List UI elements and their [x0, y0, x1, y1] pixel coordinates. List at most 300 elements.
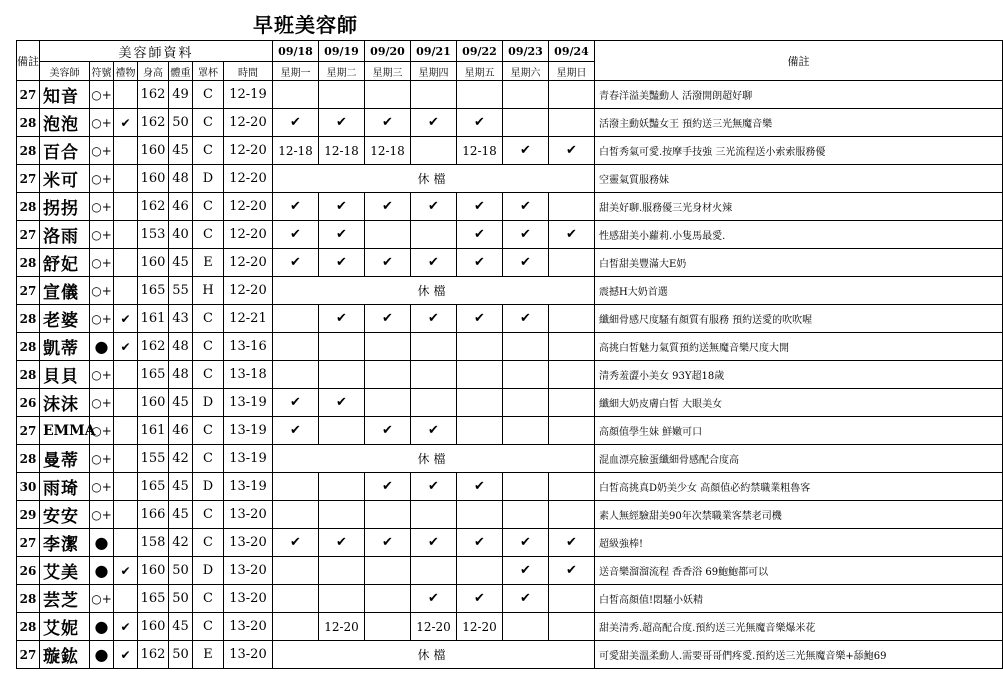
weight-cell: 55: [169, 277, 193, 305]
schedule-cell: [503, 361, 549, 389]
symbol-cell: ○+: [90, 445, 114, 473]
age-cell: 27: [17, 529, 40, 557]
schedule-cell: ✔: [503, 221, 549, 249]
cup-cell: D: [193, 389, 224, 417]
remarks-right-header: 備註: [595, 41, 1003, 81]
cup-cell: C: [193, 305, 224, 333]
remark-cell: 白皙甜美豐滿大E奶: [595, 249, 1003, 277]
schedule-cell: [365, 389, 411, 417]
schedule-cell: [273, 333, 319, 361]
schedule-cell: ✔: [319, 109, 365, 137]
height-cell: 162: [138, 193, 169, 221]
schedule-cell: [319, 557, 365, 585]
schedule-cell: [503, 417, 549, 445]
symbol-cell: ●: [90, 641, 114, 669]
schedule-cell: [273, 305, 319, 333]
schedule-cell: ✔: [273, 221, 319, 249]
schedule-cell: ✔: [503, 585, 549, 613]
remark-cell: 空靈氣質服務妹: [595, 165, 1003, 193]
symbol-cell: ●: [90, 333, 114, 361]
schedule-cell: 12-18: [457, 137, 503, 165]
symbol-cell: ○+: [90, 165, 114, 193]
height-cell: 162: [138, 333, 169, 361]
gift-cell: [114, 137, 138, 165]
age-cell: 28: [17, 445, 40, 473]
gift-cell: ✔: [114, 557, 138, 585]
remark-cell: 活潑主動妖豔女王 預約送三光無魔音樂: [595, 109, 1003, 137]
cup-cell: E: [193, 641, 224, 669]
page-title: 早班美容師: [253, 13, 358, 37]
table-row: [17, 501, 1003, 529]
cup-cell: C: [193, 81, 224, 109]
age-cell: 28: [17, 193, 40, 221]
height-cell: 160: [138, 249, 169, 277]
time-cell: 13-16: [224, 333, 273, 361]
schedule-cell: [411, 501, 457, 529]
schedule-cell: [365, 585, 411, 613]
age-cell: 28: [17, 613, 40, 641]
symbol-cell: ○+: [90, 193, 114, 221]
cup-cell: E: [193, 249, 224, 277]
date-header: 09/20: [365, 41, 411, 62]
schedule-cell: [273, 501, 319, 529]
gift-cell: [114, 585, 138, 613]
weekday-header: 星期六: [503, 62, 549, 81]
age-cell: 30: [17, 473, 40, 501]
time-cell: 12-21: [224, 305, 273, 333]
cup-cell: D: [193, 473, 224, 501]
time-cell: 13-20: [224, 529, 273, 557]
age-cell: 27: [17, 81, 40, 109]
name-cell: 貝貝: [40, 361, 90, 389]
remark-cell: 甜美好聊.服務優三光身材火辣: [595, 193, 1003, 221]
schedule-cell: [319, 361, 365, 389]
schedule-cell: [549, 613, 595, 641]
height-cell: 160: [138, 137, 169, 165]
schedule-cell: [365, 361, 411, 389]
age-cell: 27: [17, 165, 40, 193]
schedule-cell: [411, 81, 457, 109]
schedule-cell: ✔: [457, 305, 503, 333]
weight-cell: 48: [169, 333, 193, 361]
remark-cell: 白皙秀氣可愛.按摩手技強 三光流程送小索索服務優: [595, 137, 1003, 165]
col-header: 身高: [138, 62, 169, 81]
schedule-cell: ✔: [365, 109, 411, 137]
remark-cell: 性感甜美小蘿莉.小隻馬最愛.: [595, 221, 1003, 249]
gift-cell: [114, 529, 138, 557]
schedule-cell: ✔: [549, 529, 595, 557]
table-row: [17, 389, 1003, 417]
profile-group-header: 美容師資料: [40, 41, 273, 62]
gift-cell: [114, 277, 138, 305]
height-cell: 160: [138, 389, 169, 417]
height-cell: 160: [138, 557, 169, 585]
schedule-cell: 12-20: [411, 613, 457, 641]
schedule-cell: 12-20: [457, 613, 503, 641]
height-cell: 165: [138, 585, 169, 613]
name-cell: 艾妮: [40, 613, 90, 641]
height-cell: 155: [138, 445, 169, 473]
schedule-cell: [503, 613, 549, 641]
table-row: [17, 641, 1003, 669]
schedule-cell: ✔: [411, 585, 457, 613]
schedule-cell: [319, 501, 365, 529]
height-cell: 153: [138, 221, 169, 249]
weekday-header: 星期日: [549, 62, 595, 81]
table-row: [17, 277, 1003, 305]
off-status-cell: 休檔: [273, 277, 595, 305]
schedule-cell: 12-18: [273, 137, 319, 165]
schedule-cell: [365, 501, 411, 529]
symbol-cell: ○+: [90, 221, 114, 249]
schedule-cell: [273, 473, 319, 501]
schedule-cell: [411, 333, 457, 361]
schedule-cell: [503, 109, 549, 137]
name-cell: 宣儀: [40, 277, 90, 305]
name-cell: 雨琦: [40, 473, 90, 501]
table-row: [17, 473, 1003, 501]
symbol-cell: ○+: [90, 305, 114, 333]
time-cell: 13-19: [224, 445, 273, 473]
col-header: 禮物: [114, 62, 138, 81]
age-cell: 28: [17, 109, 40, 137]
schedule-cell: [411, 389, 457, 417]
cup-cell: C: [193, 109, 224, 137]
date-header: 09/23: [503, 41, 549, 62]
weight-cell: 46: [169, 417, 193, 445]
height-cell: 161: [138, 417, 169, 445]
table-row: [17, 529, 1003, 557]
height-cell: 166: [138, 501, 169, 529]
weight-cell: 45: [169, 249, 193, 277]
schedule-cell: [549, 361, 595, 389]
time-cell: 13-19: [224, 389, 273, 417]
schedule-cell: ✔: [457, 585, 503, 613]
cup-cell: C: [193, 137, 224, 165]
name-cell: 安安: [40, 501, 90, 529]
schedule-cell: [549, 501, 595, 529]
name-cell: 曼蒂: [40, 445, 90, 473]
height-cell: 161: [138, 305, 169, 333]
height-cell: 158: [138, 529, 169, 557]
cup-cell: C: [193, 417, 224, 445]
weight-cell: 43: [169, 305, 193, 333]
off-status-cell: 休檔: [273, 165, 595, 193]
name-cell: 李潔: [40, 529, 90, 557]
gift-cell: ✔: [114, 613, 138, 641]
schedule-cell: ✔: [457, 249, 503, 277]
age-cell: 28: [17, 249, 40, 277]
schedule-cell: ✔: [411, 305, 457, 333]
gift-cell: [114, 445, 138, 473]
symbol-cell: ○+: [90, 473, 114, 501]
schedule-cell: [273, 585, 319, 613]
weight-cell: 45: [169, 389, 193, 417]
name-cell: 沫沫: [40, 389, 90, 417]
schedule-cell: ✔: [365, 529, 411, 557]
table-row: [17, 585, 1003, 613]
schedule-cell: [549, 585, 595, 613]
time-cell: 12-20: [224, 137, 273, 165]
time-cell: 12-20: [224, 109, 273, 137]
name-cell: 凱蒂: [40, 333, 90, 361]
symbol-cell: ●: [90, 557, 114, 585]
schedule-cell: [365, 613, 411, 641]
col-header: 美容師: [40, 62, 90, 81]
time-cell: 13-20: [224, 585, 273, 613]
weekday-header: 星期五: [457, 62, 503, 81]
cup-cell: D: [193, 165, 224, 193]
date-header: 09/22: [457, 41, 503, 62]
remark-cell: 甜美清秀.超高配合度.預約送三光無魔音樂爆米花: [595, 613, 1003, 641]
time-cell: 12-20: [224, 277, 273, 305]
schedule-cell: [319, 417, 365, 445]
remark-cell: 送音樂溜溜流程 香香浴 69鮑鮑都可以: [595, 557, 1003, 585]
age-cell: 26: [17, 389, 40, 417]
schedule-cell: [365, 333, 411, 361]
table-row: [17, 557, 1003, 585]
schedule-cell: ✔: [365, 417, 411, 445]
weight-cell: 45: [169, 501, 193, 529]
weight-cell: 50: [169, 641, 193, 669]
schedule-cell: [503, 81, 549, 109]
gift-cell: [114, 165, 138, 193]
symbol-cell: ○+: [90, 417, 114, 445]
schedule-cell: ✔: [365, 249, 411, 277]
schedule-cell: [549, 249, 595, 277]
schedule-cell: ✔: [411, 529, 457, 557]
gift-cell: ✔: [114, 641, 138, 669]
schedule-cell: ✔: [549, 557, 595, 585]
schedule-cell: ✔: [319, 221, 365, 249]
schedule-cell: ✔: [503, 137, 549, 165]
schedule-cell: [365, 81, 411, 109]
schedule-cell: ✔: [411, 249, 457, 277]
schedule-cell: ✔: [319, 529, 365, 557]
cup-cell: C: [193, 445, 224, 473]
name-cell: 拐拐: [40, 193, 90, 221]
name-cell: 百合: [40, 137, 90, 165]
symbol-cell: ○+: [90, 277, 114, 305]
symbol-cell: ○+: [90, 361, 114, 389]
schedule-cell: [411, 137, 457, 165]
schedule-cell: [503, 473, 549, 501]
schedule-cell: ✔: [411, 473, 457, 501]
time-cell: 12-19: [224, 81, 273, 109]
schedule-cell: [503, 501, 549, 529]
cup-cell: C: [193, 501, 224, 529]
time-cell: 13-18: [224, 361, 273, 389]
time-cell: 12-20: [224, 165, 273, 193]
time-cell: 13-20: [224, 557, 273, 585]
schedule-cell: [411, 361, 457, 389]
time-cell: 12-20: [224, 249, 273, 277]
cup-cell: C: [193, 529, 224, 557]
schedule-cell: [319, 81, 365, 109]
time-cell: 12-20: [224, 193, 273, 221]
schedule-cell: ✔: [273, 249, 319, 277]
weight-cell: 48: [169, 165, 193, 193]
weight-cell: 49: [169, 81, 193, 109]
age-cell: 27: [17, 221, 40, 249]
weekday-header: 星期三: [365, 62, 411, 81]
weight-cell: 48: [169, 361, 193, 389]
table-row: [17, 613, 1003, 641]
schedule-cell: [411, 557, 457, 585]
gift-cell: ✔: [114, 109, 138, 137]
remark-cell: 高顏值學生妹 鮮嫩可口: [595, 417, 1003, 445]
cup-cell: C: [193, 333, 224, 361]
remark-cell: 清秀羞澀小美女 93Y超18歲: [595, 361, 1003, 389]
table-row: [17, 249, 1003, 277]
name-cell: EMMA: [40, 417, 90, 445]
schedule-cell: ✔: [273, 417, 319, 445]
schedule-cell: [549, 81, 595, 109]
remark-cell: 震撼H大奶首選: [595, 277, 1003, 305]
time-cell: 13-19: [224, 473, 273, 501]
symbol-cell: ●: [90, 529, 114, 557]
schedule-cell: ✔: [319, 249, 365, 277]
weekday-header: 星期一: [273, 62, 319, 81]
schedule-cell: ✔: [319, 193, 365, 221]
table-row: [17, 445, 1003, 473]
remark-cell: 可愛甜美溫柔動人.需要哥哥們疼愛.預約送三光無魔音樂+舔鮑69: [595, 641, 1003, 669]
remark-cell: 纖細骨感尺度騷有顏質有服務 預約送愛的吹吹喔: [595, 305, 1003, 333]
off-status-cell: 休檔: [273, 641, 595, 669]
schedule-cell: [273, 613, 319, 641]
schedule-cell: [549, 389, 595, 417]
symbol-cell: ○+: [90, 81, 114, 109]
schedule-cell: [457, 501, 503, 529]
symbol-cell: ○+: [90, 249, 114, 277]
schedule-cell: ✔: [273, 109, 319, 137]
date-header: 09/24: [549, 41, 595, 62]
remark-cell: 高挑白皙魅力氣質預約送無魔音樂尺度大開: [595, 333, 1003, 361]
schedule-cell: ✔: [365, 305, 411, 333]
table-row: [17, 361, 1003, 389]
cup-cell: C: [193, 193, 224, 221]
age-cell: 27: [17, 277, 40, 305]
name-cell: 艾美: [40, 557, 90, 585]
schedule-cell: ✔: [457, 473, 503, 501]
age-cell: 29: [17, 501, 40, 529]
height-cell: 165: [138, 361, 169, 389]
off-status-cell: 休檔: [273, 445, 595, 473]
age-cell: 28: [17, 585, 40, 613]
schedule-cell: ✔: [503, 193, 549, 221]
table-row: [17, 333, 1003, 361]
time-cell: 13-20: [224, 641, 273, 669]
weekday-header: 星期二: [319, 62, 365, 81]
time-cell: 13-20: [224, 501, 273, 529]
time-cell: 13-20: [224, 613, 273, 641]
schedule-cell: ✔: [457, 193, 503, 221]
height-cell: 160: [138, 613, 169, 641]
table-row: [17, 221, 1003, 249]
symbol-cell: ○+: [90, 109, 114, 137]
gift-cell: [114, 417, 138, 445]
schedule-cell: ✔: [457, 109, 503, 137]
schedule-cell: [319, 473, 365, 501]
weekday-header: 星期四: [411, 62, 457, 81]
gift-cell: [114, 249, 138, 277]
schedule-cell: [365, 221, 411, 249]
height-cell: 165: [138, 277, 169, 305]
cup-cell: H: [193, 277, 224, 305]
remark-cell: 素人無經驗甜美90年次禁職業客禁老司機: [595, 501, 1003, 529]
date-header: 09/19: [319, 41, 365, 62]
weight-cell: 46: [169, 193, 193, 221]
schedule-cell: 12-18: [319, 137, 365, 165]
schedule-cell: [411, 221, 457, 249]
gift-cell: ✔: [114, 333, 138, 361]
schedule-cell: ✔: [503, 305, 549, 333]
symbol-cell: ○+: [90, 501, 114, 529]
schedule-cell: [549, 193, 595, 221]
schedule-cell: 12-20: [319, 613, 365, 641]
remark-cell: 青春洋溢美豔動人 活潑開朗超好聊: [595, 81, 1003, 109]
schedule-cell: [457, 81, 503, 109]
schedule-cell: [549, 473, 595, 501]
remark-cell: 白皙高挑真D奶美少女 高顏值必約禁職業粗魯客: [595, 473, 1003, 501]
table-row: [17, 137, 1003, 165]
weight-cell: 42: [169, 445, 193, 473]
schedule-cell: ✔: [549, 221, 595, 249]
weight-cell: 45: [169, 613, 193, 641]
schedule-cell: [549, 109, 595, 137]
weight-cell: 42: [169, 529, 193, 557]
symbol-cell: ○+: [90, 389, 114, 417]
schedule-cell: [273, 361, 319, 389]
schedule-cell: [503, 389, 549, 417]
schedule-cell: ✔: [503, 557, 549, 585]
gift-cell: ✔: [114, 305, 138, 333]
height-cell: 162: [138, 109, 169, 137]
cup-cell: C: [193, 585, 224, 613]
weight-cell: 50: [169, 585, 193, 613]
schedule-cell: [503, 333, 549, 361]
remark-cell: 纖細大奶皮膚白皙 大眼美女: [595, 389, 1003, 417]
name-cell: 芸芝: [40, 585, 90, 613]
schedule-cell: ✔: [319, 389, 365, 417]
height-cell: 160: [138, 165, 169, 193]
schedule-cell: ✔: [273, 193, 319, 221]
schedule-cell: ✔: [411, 109, 457, 137]
remarks-left-header: 備註: [17, 41, 40, 81]
schedule-cell: ✔: [549, 137, 595, 165]
name-cell: 洛雨: [40, 221, 90, 249]
schedule-cell: 12-18: [365, 137, 411, 165]
gift-cell: [114, 501, 138, 529]
table-row: [17, 109, 1003, 137]
name-cell: 璇鈜: [40, 641, 90, 669]
name-cell: 米可: [40, 165, 90, 193]
table-row: [17, 165, 1003, 193]
cup-cell: C: [193, 221, 224, 249]
schedule-cell: [457, 333, 503, 361]
name-cell: 老婆: [40, 305, 90, 333]
schedule-cell: [457, 389, 503, 417]
gift-cell: [114, 389, 138, 417]
gift-cell: [114, 221, 138, 249]
col-header: 符號: [90, 62, 114, 81]
schedule-cell: ✔: [273, 529, 319, 557]
schedule-cell: [457, 417, 503, 445]
schedule-cell: ✔: [411, 417, 457, 445]
weight-cell: 50: [169, 557, 193, 585]
name-cell: 舒妃: [40, 249, 90, 277]
remark-cell: 白皙高顏值!悶騷小妖精: [595, 585, 1003, 613]
